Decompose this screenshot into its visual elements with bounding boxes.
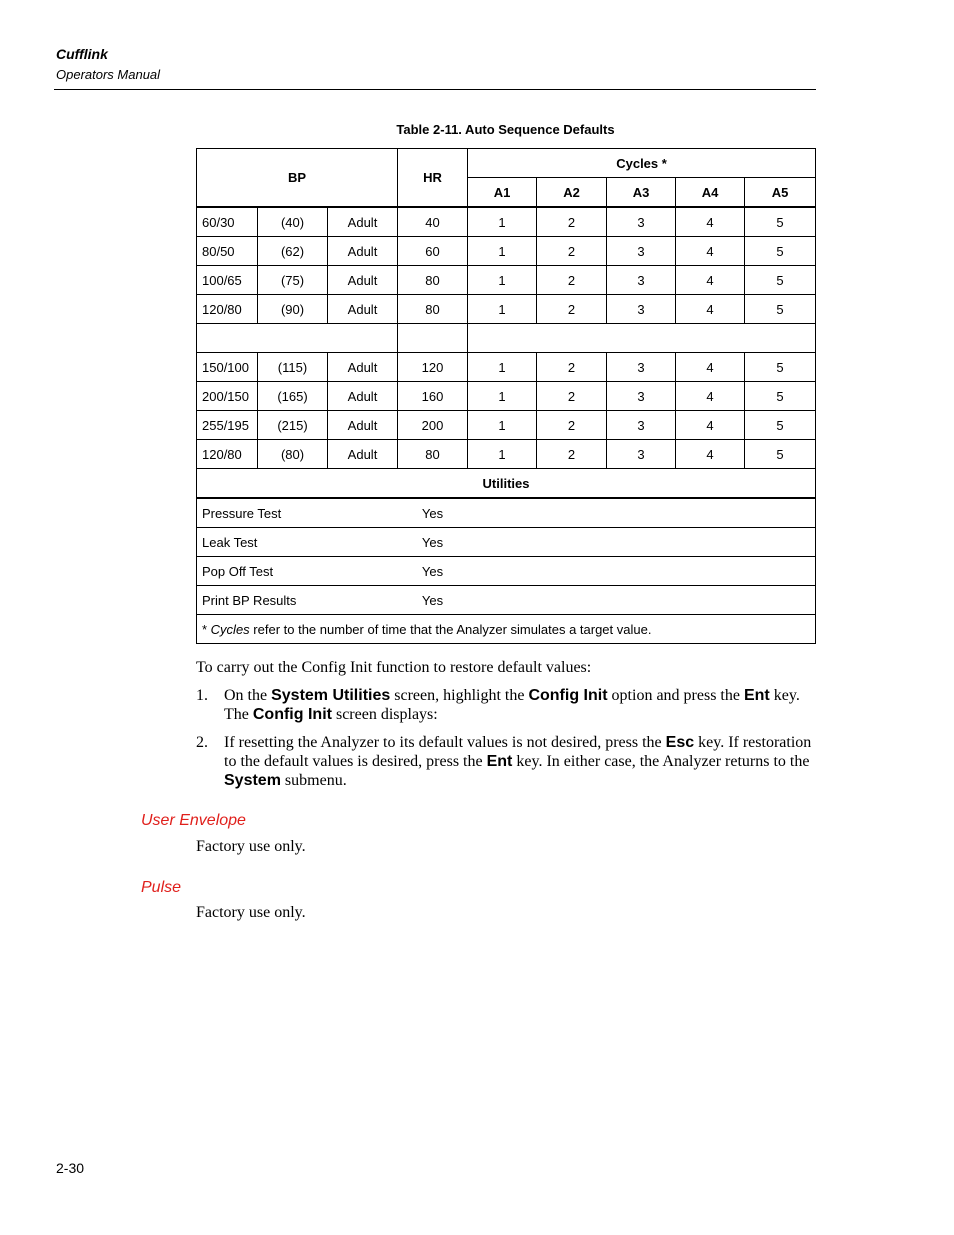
table-cell: 5: [745, 411, 816, 440]
table-cell: 5: [745, 295, 816, 324]
table-cell: 4: [676, 411, 745, 440]
text-run: screen displays:: [331, 706, 438, 723]
table-cell: Adult: [328, 411, 398, 440]
table-cell: 1: [468, 382, 537, 411]
spacer-cell: [468, 324, 816, 353]
footnote-text: refer to the number of time that the Analyzer simulates a target value.: [249, 621, 652, 637]
utilities-header-row: [197, 469, 816, 499]
utility-value: Yes: [398, 557, 468, 586]
col-header-a3: A3: [607, 178, 676, 208]
table-cell: 5: [745, 440, 816, 469]
step-text: [224, 686, 816, 724]
table-cell: 4: [676, 207, 745, 237]
col-header-a2: A2: [537, 178, 607, 208]
table-cell: (40): [258, 207, 328, 237]
table-cell: 150/100: [197, 353, 258, 382]
table-cell: 100/65: [197, 266, 258, 295]
utility-blank: [468, 528, 816, 557]
table-cell: 4: [676, 266, 745, 295]
table-cell: 3: [607, 411, 676, 440]
table-cell: 60/30: [197, 207, 258, 237]
table-cell: 4: [676, 237, 745, 266]
table-cell: 5: [745, 266, 816, 295]
text-run: If resetting the Analyzer to its default values is not desired, press the: [224, 734, 666, 751]
table-cell: 120/80: [197, 440, 258, 469]
spacer-cell: [197, 324, 398, 353]
table-cell: 60: [398, 237, 468, 266]
table-cell: 1: [468, 295, 537, 324]
utility-blank: [468, 498, 816, 528]
utility-blank: [468, 557, 816, 586]
table-cell: Adult: [328, 207, 398, 237]
table-cell: 3: [607, 382, 676, 411]
table-header-row: [197, 149, 816, 178]
col-header-a5: A5: [745, 178, 816, 208]
utilities-header: Utilities: [197, 469, 816, 499]
utility-value: Yes: [398, 498, 468, 528]
table-cell: 120: [398, 353, 468, 382]
table-cell: 4: [676, 382, 745, 411]
table-cell: (90): [258, 295, 328, 324]
col-header-cycles: Cycles *: [468, 149, 816, 178]
table-cell: 40: [398, 207, 468, 237]
text-run: screen, highlight the: [390, 687, 529, 704]
table-cell: 3: [607, 295, 676, 324]
table-cell: 5: [745, 207, 816, 237]
step-text: [224, 733, 816, 790]
utilities-row: [197, 498, 816, 528]
table-cell: 3: [607, 440, 676, 469]
table-caption: Table 2-11. Auto Sequence Defaults: [396, 122, 615, 137]
section-body-user-envelope: Factory use only.: [196, 838, 306, 855]
table-cell: 5: [745, 237, 816, 266]
table-cell: (165): [258, 382, 328, 411]
text-run: key. If restoration to the default values is desired, press the: [224, 734, 812, 770]
table-cell: (75): [258, 266, 328, 295]
step-number: 2.: [196, 734, 208, 751]
table-cell: 3: [607, 266, 676, 295]
table-cell: 2: [537, 207, 607, 237]
table-cell: 80: [398, 295, 468, 324]
table-body-group-1: [197, 207, 816, 324]
key-term: Ent: [743, 687, 770, 704]
table-row: [197, 353, 816, 382]
step-2: [196, 733, 816, 790]
table-row: [197, 207, 816, 237]
utilities-row: [197, 586, 816, 615]
utilities-row: [197, 557, 816, 586]
table-row: [197, 440, 816, 469]
utility-name: Pressure Test: [197, 498, 398, 528]
running-header-subtitle: Operators Manual: [56, 67, 161, 82]
col-header-a4: A4: [676, 178, 745, 208]
utility-blank: [468, 586, 816, 615]
key-term: System: [224, 772, 281, 789]
table-cell: 1: [468, 266, 537, 295]
header-rule: [54, 89, 816, 90]
key-term: Ent: [486, 753, 513, 770]
table-cell: 200: [398, 411, 468, 440]
table-footnote: [197, 615, 816, 644]
spacer-cell: [398, 324, 468, 353]
key-term: System Utilities: [271, 687, 391, 704]
table-cell: 2: [537, 295, 607, 324]
table-row: [197, 382, 816, 411]
footnote-term: Cycles: [210, 621, 250, 637]
auto-sequence-defaults-table: [196, 148, 816, 644]
table-body-group-2: [197, 353, 816, 469]
text-run: option and press the: [607, 687, 744, 704]
table-cell: 1: [468, 237, 537, 266]
table-cell: 4: [676, 353, 745, 382]
key-term: Config Init: [252, 706, 332, 723]
utility-name: Print BP Results: [197, 586, 398, 615]
page-number: 2-30: [56, 1160, 85, 1176]
table-cell: Adult: [328, 382, 398, 411]
utility-value: Yes: [398, 586, 468, 615]
step-number: 1.: [196, 687, 208, 704]
table-cell: 80: [398, 266, 468, 295]
table-cell: 2: [537, 382, 607, 411]
table-cell: (62): [258, 237, 328, 266]
table-cell: 80: [398, 440, 468, 469]
running-header-title: Cufflink: [56, 46, 108, 62]
table-cell: 3: [607, 353, 676, 382]
intro-paragraph: To carry out the Config Init function to restore default values:: [196, 659, 592, 676]
table-cell: 200/150: [197, 382, 258, 411]
section-body-pulse: Factory use only.: [196, 904, 306, 921]
table-cell: 1: [468, 411, 537, 440]
table-cell: Adult: [328, 295, 398, 324]
step-1: [196, 686, 816, 724]
table-row: [197, 295, 816, 324]
col-header-a1: A1: [468, 178, 537, 208]
table-cell: 2: [537, 440, 607, 469]
section-heading-pulse: Pulse: [141, 879, 182, 896]
table-cell: 3: [607, 237, 676, 266]
table-cell: 255/195: [197, 411, 258, 440]
table-row: [197, 266, 816, 295]
table-cell: 1: [468, 207, 537, 237]
utilities-row: [197, 528, 816, 557]
table-cell: 2: [537, 237, 607, 266]
table-cell: 4: [676, 295, 745, 324]
utility-value: Yes: [398, 528, 468, 557]
table-cell: 2: [537, 411, 607, 440]
table-cell: 160: [398, 382, 468, 411]
table-row: [197, 237, 816, 266]
utility-name: Pop Off Test: [197, 557, 398, 586]
table-cell: 3: [607, 207, 676, 237]
table-cell: Adult: [328, 440, 398, 469]
table-cell: (215): [258, 411, 328, 440]
text-run: key. The: [224, 687, 800, 723]
table-cell: Adult: [328, 266, 398, 295]
table-cell: 1: [468, 440, 537, 469]
table-row: [197, 411, 816, 440]
table-cell: (115): [258, 353, 328, 382]
table-cell: 2: [537, 266, 607, 295]
footnote-star: *: [202, 621, 211, 637]
section-heading-user-envelope: User Envelope: [141, 812, 246, 829]
table-cell: (80): [258, 440, 328, 469]
table-cell: Adult: [328, 237, 398, 266]
table-cell: 80/50: [197, 237, 258, 266]
table-cell: 2: [537, 353, 607, 382]
table-cell: 4: [676, 440, 745, 469]
table-footnote-row: [197, 615, 816, 644]
utility-name: Leak Test: [197, 528, 398, 557]
col-header-hr: HR: [398, 149, 468, 208]
utilities-body: [197, 498, 816, 615]
key-term: Config Init: [528, 687, 608, 704]
table-spacer-row: [197, 324, 816, 353]
key-term: Esc: [665, 734, 695, 751]
text-run: submenu.: [280, 772, 347, 789]
table-cell: Adult: [328, 353, 398, 382]
table-cell: 120/80: [197, 295, 258, 324]
table-cell: 5: [745, 353, 816, 382]
col-header-bp: BP: [197, 149, 398, 208]
table-cell: 5: [745, 382, 816, 411]
table-cell: 1: [468, 353, 537, 382]
text-run: key. In either case, the Analyzer returns to the: [512, 753, 810, 770]
text-run: On the: [224, 687, 272, 704]
